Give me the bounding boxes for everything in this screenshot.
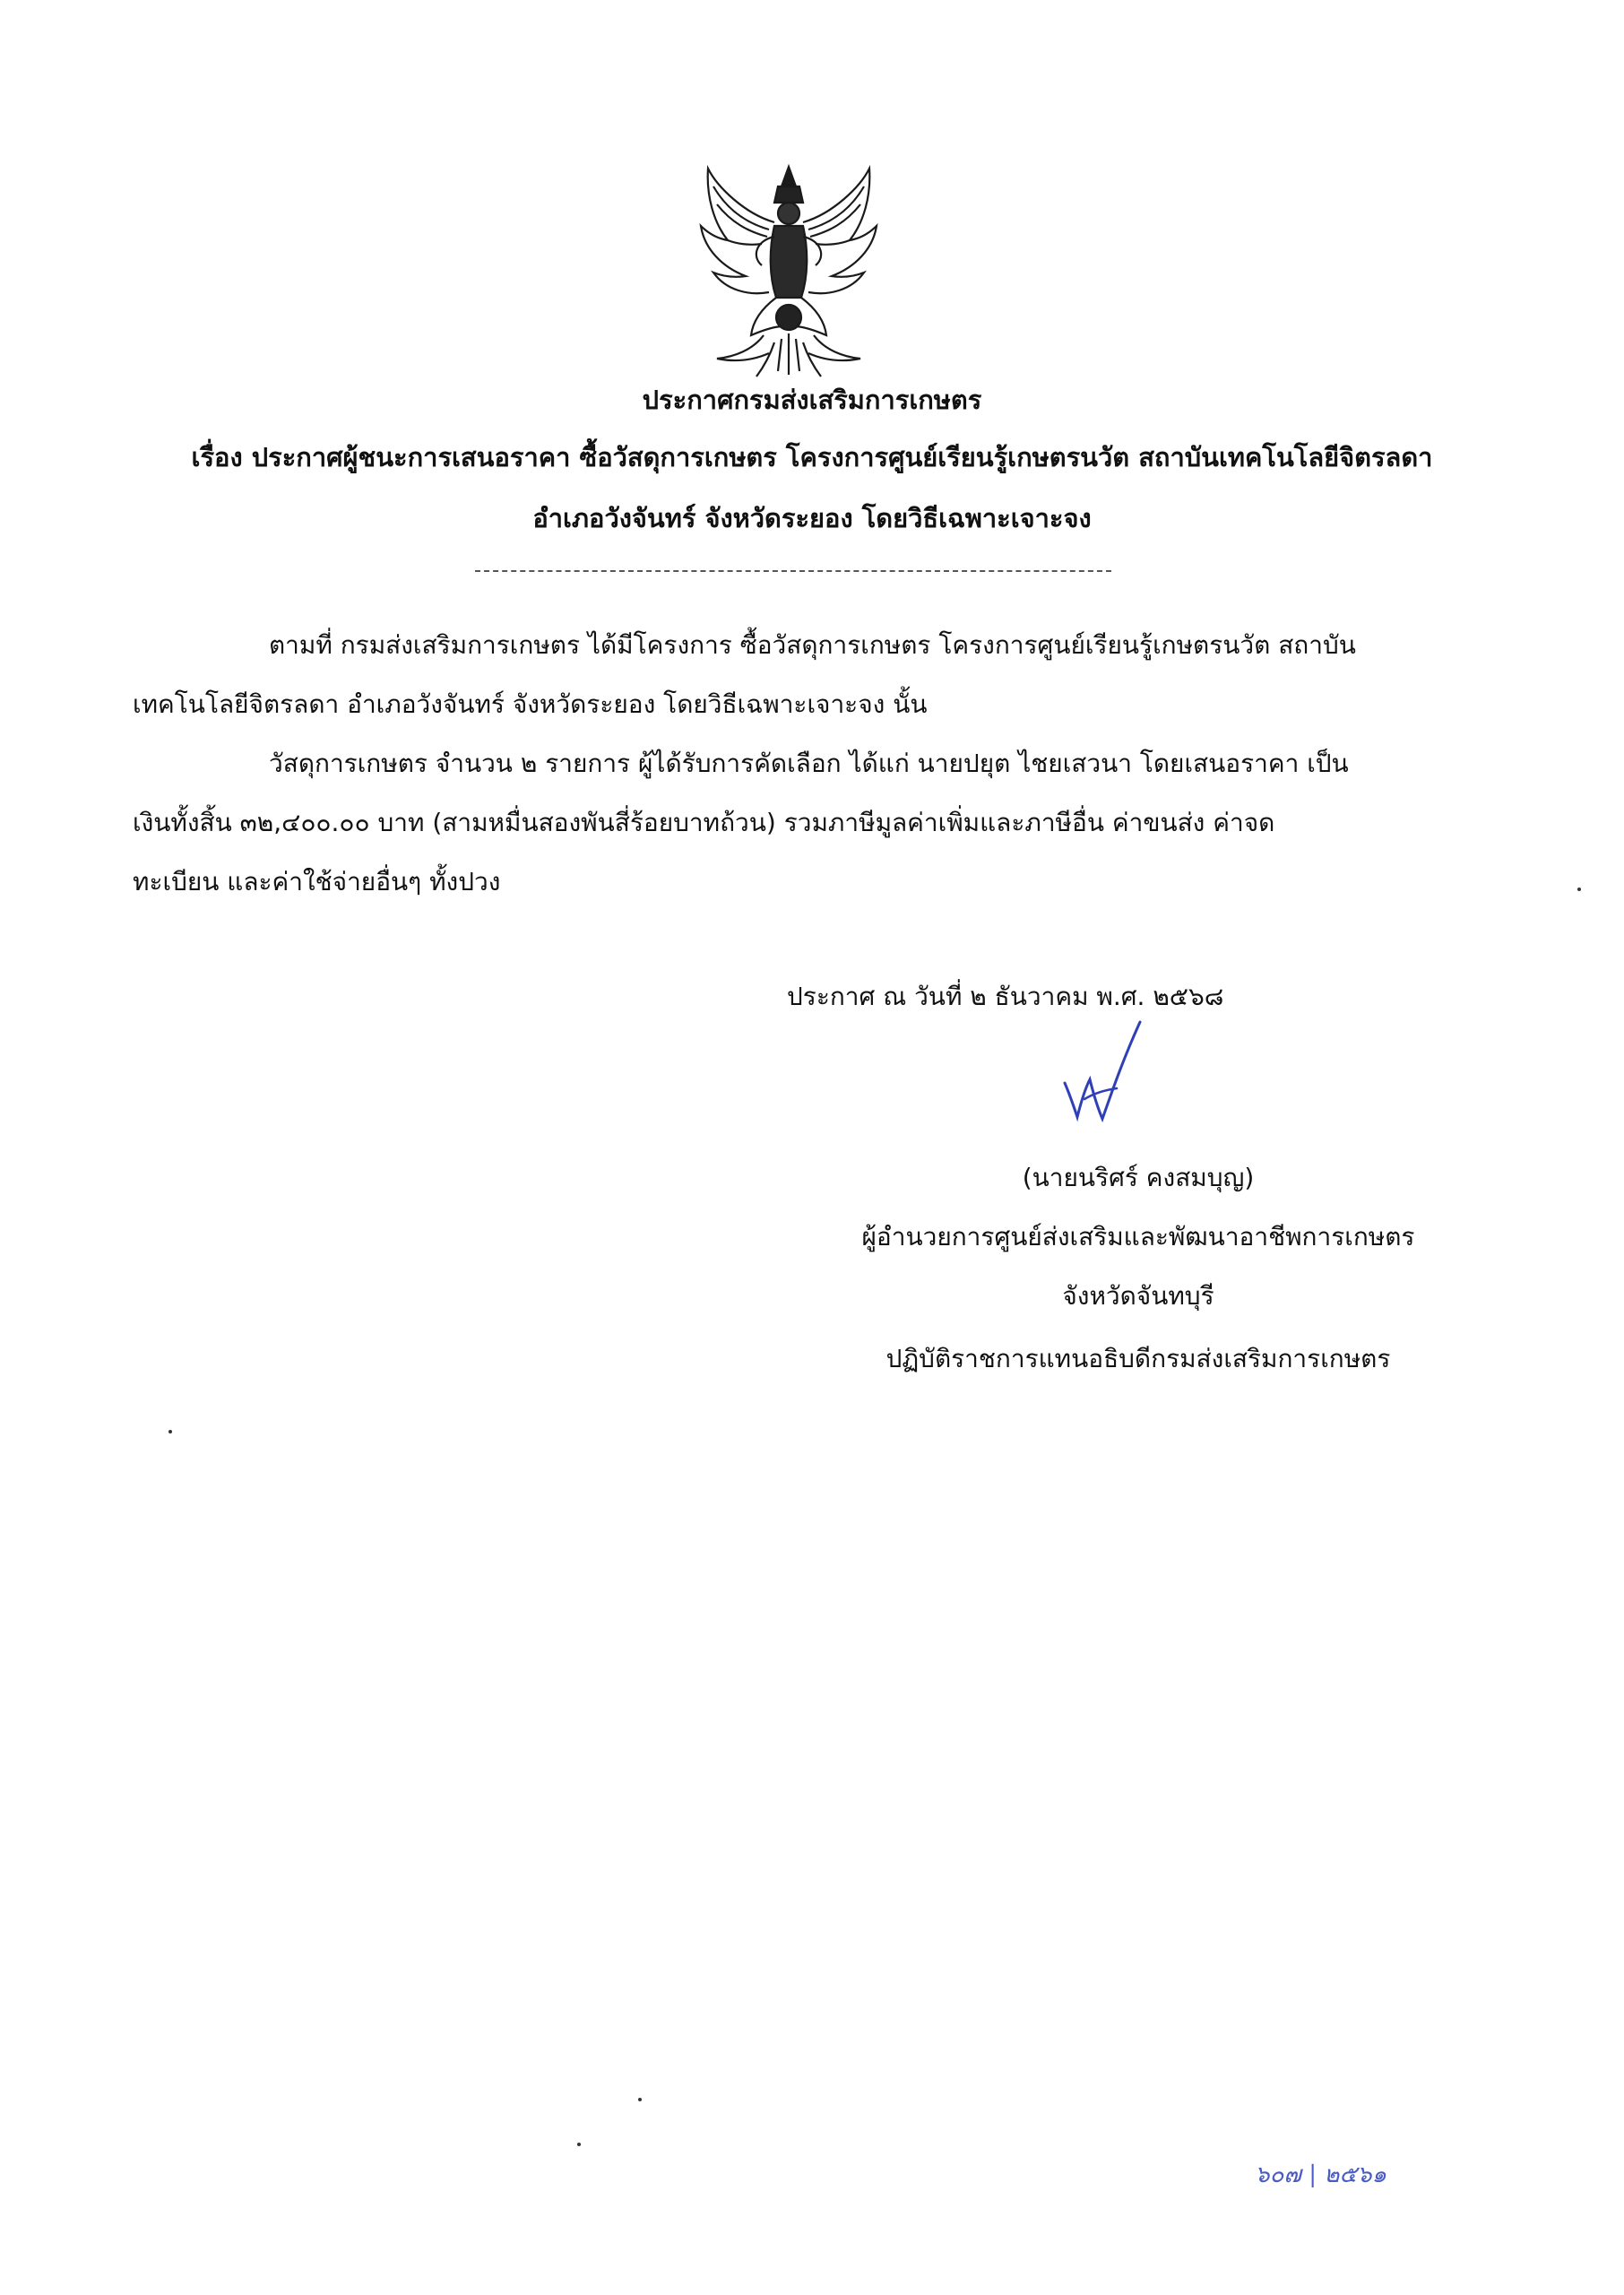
- announcement-date: ประกาศ ณ วันที่ ๒ ธันวาคม พ.ศ. ๒๕๖๘: [787, 982, 1224, 1011]
- body-paragraph-line: ตามที่ กรมส่งเสริมการเกษตร ได้มีโครงการ ซื้อวัสดุการเกษตร โครงการศูนย์เรียนรู้เกษตรนวัต สถาบัน: [269, 630, 1356, 660]
- handwritten-reference-note: ๖๐๗ | ๒๕๖๑: [1255, 2161, 1387, 2188]
- garuda-emblem-icon: [681, 151, 896, 384]
- document-title: ประกาศกรมส่งเสริมการเกษตร: [642, 385, 982, 415]
- signer-name: (นายนริศร์ คงสมบุญ): [1022, 1163, 1255, 1192]
- body-paragraph-line: ทะเบียน และค่าใช้จ่ายอื่นๆ ทั้งปวง: [133, 867, 501, 896]
- body-paragraph-line: เงินทั้งสิ้น ๓๒,๔๐๐.๐๐ บาท (สามหมื่นสองพันสี่ร้อยบาทถ้วน) รวมภาษีมูลค่าเพิ่มและภาษีอื่น ค่าขนส่ง ค่าจด: [133, 808, 1275, 837]
- signer-acting-for: ปฏิบัติราชการแทนอธิบดีกรมส่งเสริมการเกษตร: [885, 1344, 1391, 1373]
- dashed-divider: [475, 570, 1111, 572]
- document-subject-line-2: อำเภอวังจันทร์ จังหวัดระยอง โดยวิธีเฉพาะเจาะจง: [532, 503, 1092, 533]
- scan-speck: [168, 1430, 172, 1433]
- scan-speck: [638, 2098, 642, 2101]
- signer-position: ผู้อำนวยการศูนย์ส่งเสริมและพัฒนาอาชีพการเกษตร: [861, 1222, 1415, 1251]
- body-paragraph-line: วัสดุการเกษตร จำนวน ๒ รายการ ผู้ได้รับการคัดเลือก ได้แก่ นายปยุต ไชยเสวนา โดยเสนอราคา เป็น: [269, 749, 1349, 778]
- body-paragraph-line: เทคโนโลยีจิตรลดา อำเภอวังจันทร์ จังหวัดระยอง โดยวิธีเฉพาะเจาะจง นั้น: [133, 689, 928, 719]
- scan-speck: [1577, 888, 1581, 891]
- document-subject-line-1: เรื่อง ประกาศผู้ชนะการเสนอราคา ซื้อวัสดุการเกษตร โครงการศูนย์เรียนรู้เกษตรนวัต สถาบันเทคโนโลยีจิตรลดา: [191, 442, 1433, 472]
- scan-speck: [577, 2143, 581, 2146]
- handwritten-signature: [1058, 1013, 1156, 1130]
- signer-province: จังหวัดจันทบุรี: [1062, 1281, 1214, 1311]
